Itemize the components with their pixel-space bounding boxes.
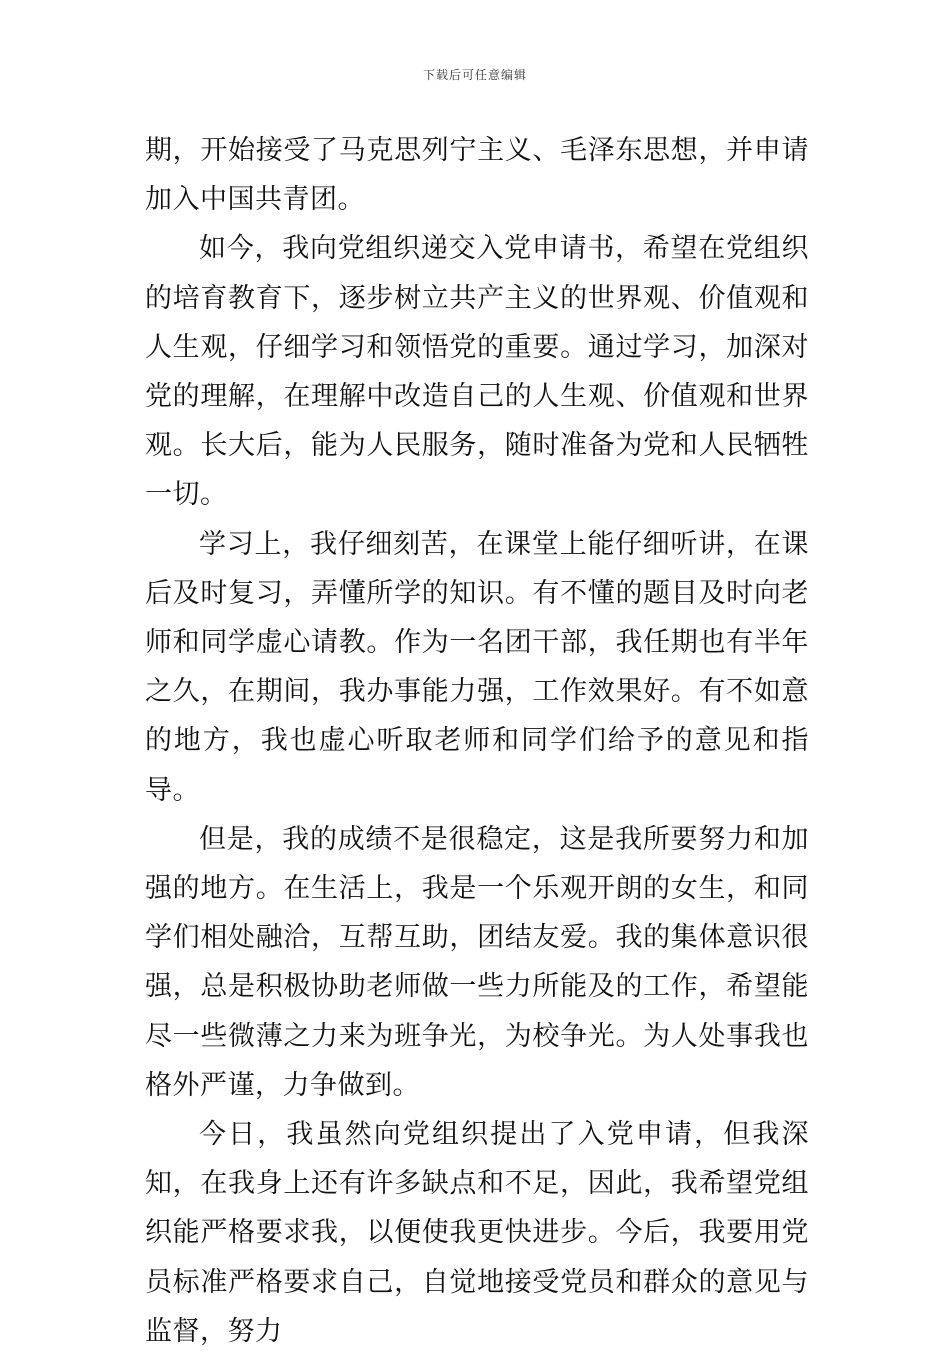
paragraph: 但是，我的成绩不是很稳定，这是我所要努力和加强的地方。在生活上，我是一个乐观开朗的女生，和同学们相处融洽，互帮互助，团结友爱。我的集体意识很强，总是积极协助老师做一些力所能及的工作，希望能尽一些微薄之力来为班争光，为校争光。为人处事我也格外严谨，力争做到。 (145, 823, 809, 1101)
paragraph: 学习上，我仔细刻苦，在课堂上能仔细听讲，在课后及时复习，弄懂所学的知识。有不懂的题目及时向老师和同学虚心请教。作为一名团干部，我任期也有半年之久，在期间，我办事能力强，工作效果好。有不如意的地方，我也虚心听取老师和同学们给予的意见和指导。 (145, 528, 809, 806)
document-body (145, 126, 809, 1356)
page-header-note: 下载后可任意编辑 (422, 68, 527, 82)
paragraph: 今日，我虽然向党组织提出了入党申请，但我深知，在我身上还有许多缺点和不足，因此，我希望党组织能严格要求我，以便使我更快进步。今后，我要用党员标准严格要求自己，自觉地接受党员和群众的意见与监督，努力 (145, 1119, 809, 1347)
paragraph: 如今，我向党组织递交入党申请书，希望在党组织的培育教育下，逐步树立共产主义的世界观、价值观和人生观，仔细学习和领悟党的重要。通过学习，加深对党的理解，在理解中改造自己的人生观、价值观和世界观。长大后，能为人民服务，随时准备为党和人民牺牲一切。 (145, 233, 809, 511)
paragraph-continuation: 期，开始接受了马克思列宁主义、毛泽东思想，并申请加入中国共青团。 (145, 135, 809, 216)
